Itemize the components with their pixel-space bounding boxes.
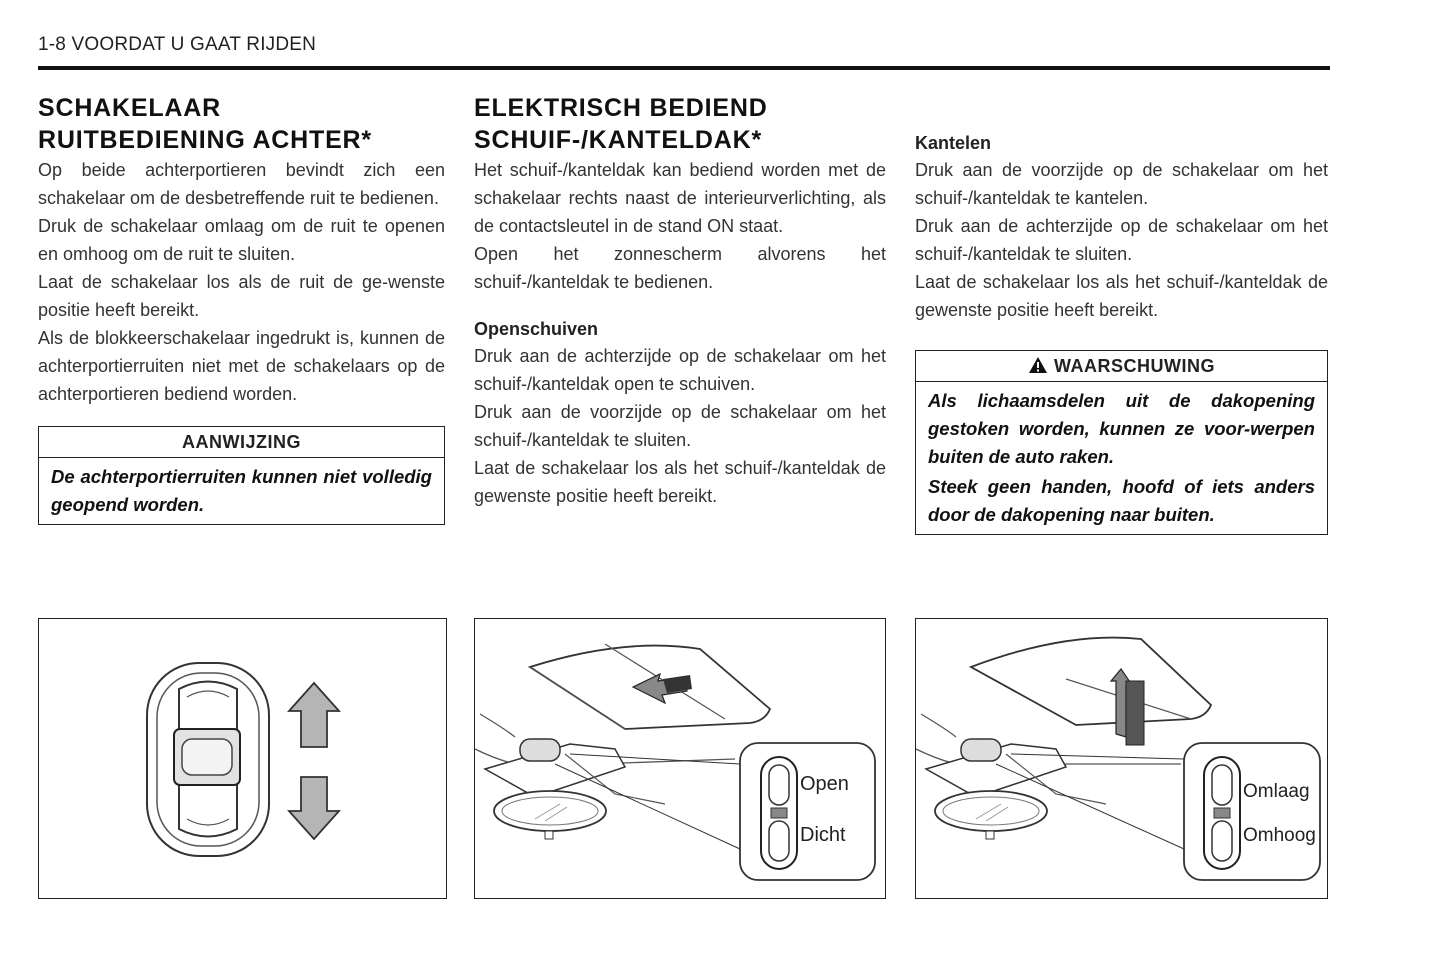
sunroof-slide-illustration <box>475 619 885 898</box>
subheading-kantelen: Kantelen <box>915 133 992 153</box>
arrow-up-icon <box>289 683 339 747</box>
page-header: 1-8 VOORDAT U GAAT RIJDEN <box>38 34 317 55</box>
paragraph: Druk aan de voorzijde op de schakelaar om het schuif-/kanteldak te kantelen. <box>915 160 1328 208</box>
paragraph: Laat de schakelaar los als het schuif-/kanteldak de gewenste positie heeft bereikt. <box>474 458 886 506</box>
paragraph: Laat de schakelaar los als de ruit de ge-wenste positie heeft bereikt. <box>38 272 445 320</box>
column-tilt <box>915 130 1328 535</box>
notice-body: De achterportierruiten kunnen niet volledig geopend worden. <box>51 466 432 515</box>
switch-label-down: Omlaag <box>1243 781 1310 802</box>
arrow-down-icon <box>289 777 339 839</box>
paragraph: Druk aan de achterzijde op de schakelaar om het schuif-/kanteldak open te schuiven. <box>474 346 886 394</box>
section-title-line2: SCHUIF-/KANTELDAK* <box>474 126 762 154</box>
switch-label-open: Open <box>800 773 849 795</box>
figure-window-switch <box>38 618 447 899</box>
paragraph: Druk aan de voorzijde op de schakelaar om het schuif-/kanteldak te sluiten. <box>474 402 886 450</box>
section-title-line2: RUITBEDIENING ACHTER* <box>38 126 372 154</box>
figure-sunroof-tilt <box>915 618 1328 899</box>
subheading-openschuiven: Openschuiven <box>474 319 599 339</box>
window-switch-illustration <box>39 619 446 898</box>
figure-sunroof-slide <box>474 618 886 899</box>
notice-box <box>38 426 445 525</box>
column-rear-window-switch <box>38 92 445 525</box>
warning-triangle-icon <box>1028 356 1048 374</box>
switch-label-close: Dicht <box>800 824 846 846</box>
sunroof-switch-icon <box>761 757 797 869</box>
section-title-line1: SCHAKELAAR <box>38 94 221 122</box>
paragraph: Op beide achterportieren bevindt zich een schakelaar om de desbetreffende ruit te bedienen. <box>38 160 445 208</box>
sunroof-switch-icon <box>1204 757 1240 869</box>
sunroof-tilt-illustration <box>916 619 1327 898</box>
paragraph: Open het zonnescherm alvorens het schuif-/kanteldak te bedienen. <box>474 244 886 292</box>
section-title-line1: ELEKTRISCH BEDIEND <box>474 94 768 122</box>
paragraph: Druk de schakelaar omlaag om de ruit te openen en omhoog om de ruit te sluiten. <box>38 216 445 264</box>
warning-body-2: Steek geen handen, hoofd of iets anders door de dakopening naar buiten. <box>928 476 1315 525</box>
paragraph: Druk aan de achterzijde op de schakelaar om het schuif-/kanteldak te sluiten. <box>915 216 1328 264</box>
warning-title: WAARSCHUWING <box>916 351 1327 382</box>
paragraph: Laat de schakelaar los als het schuif-/kanteldak de gewenste positie heeft bereikt. <box>915 272 1328 320</box>
header-rule <box>38 66 1330 70</box>
warning-body-1: Als lichaamsdelen uit de dakopening gestoken worden, kunnen ze voor-werpen buiten de auto raken. <box>928 390 1315 467</box>
switch-label-up: Omhoog <box>1243 825 1316 846</box>
notice-title: AANWIJZING <box>39 427 444 458</box>
paragraph: Het schuif-/kanteldak kan bediend worden met de schakelaar rechts naast de interieurverlichting, als de contactsleutel in de stand ON staat. <box>474 160 886 236</box>
warning-box <box>915 350 1328 535</box>
column-sunroof <box>474 92 886 510</box>
paragraph: Als de blokkeerschakelaar ingedrukt is, kunnen de achterportierruiten niet met de schakelaars op de achterportieren bediend worden. <box>38 328 445 404</box>
